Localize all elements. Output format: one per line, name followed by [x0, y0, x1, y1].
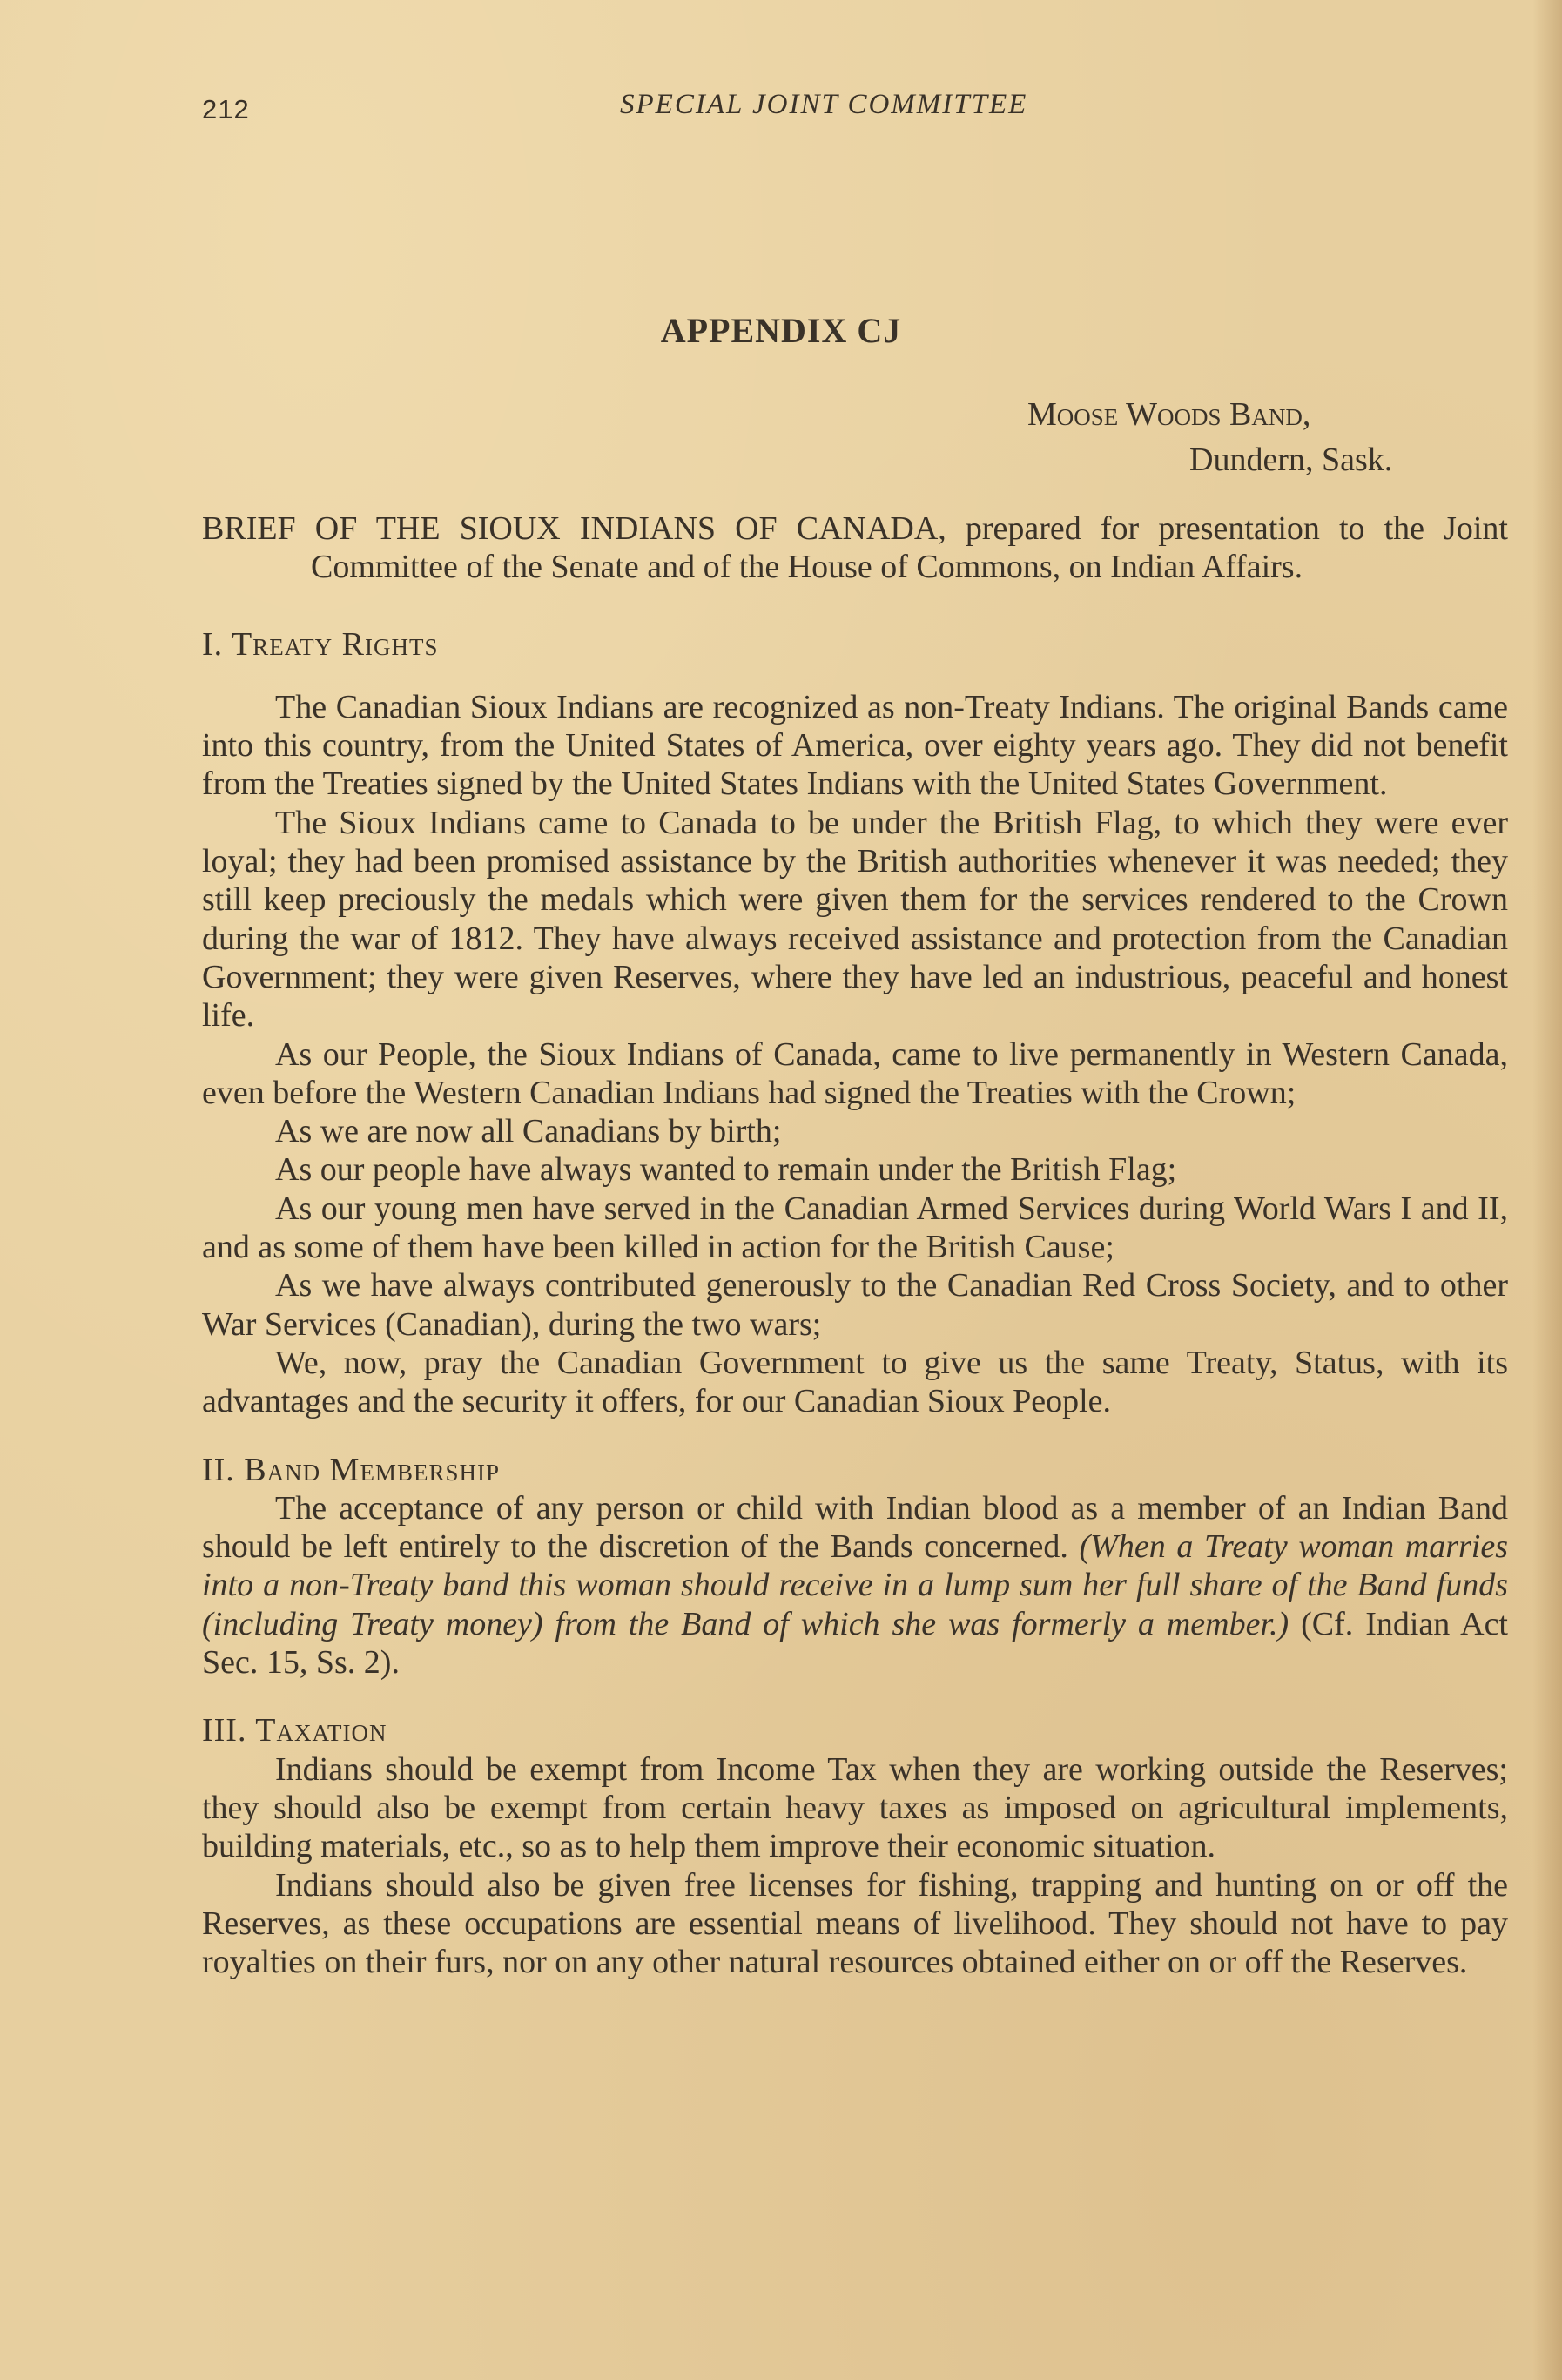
paragraph: As we have always contributed generously to the Canadian Red Cross Society, and to other War Services (Canadian), during the two wars; — [202, 1267, 1508, 1343]
section-taxation — [202, 1711, 1508, 1981]
paragraph-italic-note: (When a Treaty woman marries into a non-Treaty band this woman should receive in a lump sum her full share of the Band funds (including Treaty money) from the Band of which she was formerly a member.) — [202, 1528, 1508, 1642]
paragraph: Indians should also be given free licenses for fishing, trapping and hunting on or off the Reserves, as these occupations are essential means of livelihood. They should not have to pay royalties on their furs, nor on any other natural resources obtained either on or off the Reserves. — [202, 1866, 1508, 1981]
appendix-title: APPENDIX CJ — [660, 311, 902, 350]
paragraph-text: The acceptance of any person or child with Indian blood as a member of an Indian Band should be left entirely to the discretion of the Bands concerned. — [202, 1489, 1508, 1566]
address-line-band: Moose Woods Band, — [1027, 396, 1311, 433]
running-header — [202, 89, 1491, 131]
section-treaty-rights — [202, 625, 1508, 1421]
document-body — [202, 509, 1508, 1981]
paragraph: Indians should be exempt from Income Tax when they are working outside the Reserves; they should also be exempt from certain heavy taxes as imposed on agricultural implements, building materials, etc., so as to help them improve their economic situation. — [202, 1750, 1508, 1865]
section-heading: II. Band Membership — [202, 1451, 500, 1488]
address-block — [1027, 392, 1515, 482]
page-number: 212 — [202, 94, 250, 125]
paragraph: As our people have always wanted to remain under the British Flag; — [275, 1151, 1177, 1189]
brief-intro: BRIEF OF THE SIOUX INDIANS OF CANADA, prepared for presentation to the Joint Committee of the Senate and of the House of Commons, on Indian Affairs. — [202, 510, 1508, 586]
running-title: SPECIAL JOINT COMMITTEE — [620, 89, 1028, 120]
paragraph: The Canadian Sioux Indians are recognized as non-Treaty Indians. The original Bands came into this country, from the United States of America, over eighty years ago. They did not benefit from the Treaties signed by the United States Indians with the United States Government. — [202, 688, 1508, 803]
paragraph: As our young men have served in the Canadian Armed Services during World Wars I and II, and as some of them have been killed in action for the British Cause; — [202, 1190, 1508, 1266]
address-line-place: Dundern, Sask. — [1189, 442, 1393, 478]
paragraph: As we are now all Canadians by birth; — [275, 1113, 782, 1150]
section-heading: I. Treaty Rights — [202, 625, 439, 663]
section-band-membership — [202, 1451, 1508, 1682]
paragraph: The Sioux Indians came to Canada to be under the British Flag, to which they were ever loyal; they had been promised assistance by the British authorities whenever it was needed; they still keep preciously the medals which were given them for the services rendered to the Crown during the war of 1812. They have always received assistance and protection from the Canadian Government; they were given Reserves, where they have led an industrious, peaceful and honest life. — [202, 804, 1508, 1035]
section-heading: III. Taxation — [202, 1712, 387, 1750]
paragraph-citation: (Cf. Indian Act Sec. 15, Ss. 2). — [202, 1605, 1508, 1682]
page-edge-shadow — [1532, 0, 1562, 2380]
paragraph: As our People, the Sioux Indians of Canada, came to live permanently in Western Canada, even before the Western Canadian Indians had signed the Treaties with the Crown; — [202, 1035, 1508, 1111]
paragraph — [202, 1489, 1508, 1682]
paragraph: We, now, pray the Canadian Government to give us the same Treaty, Status, with its advantages and the security it offers, for our Canadian Sioux People. — [202, 1344, 1508, 1420]
